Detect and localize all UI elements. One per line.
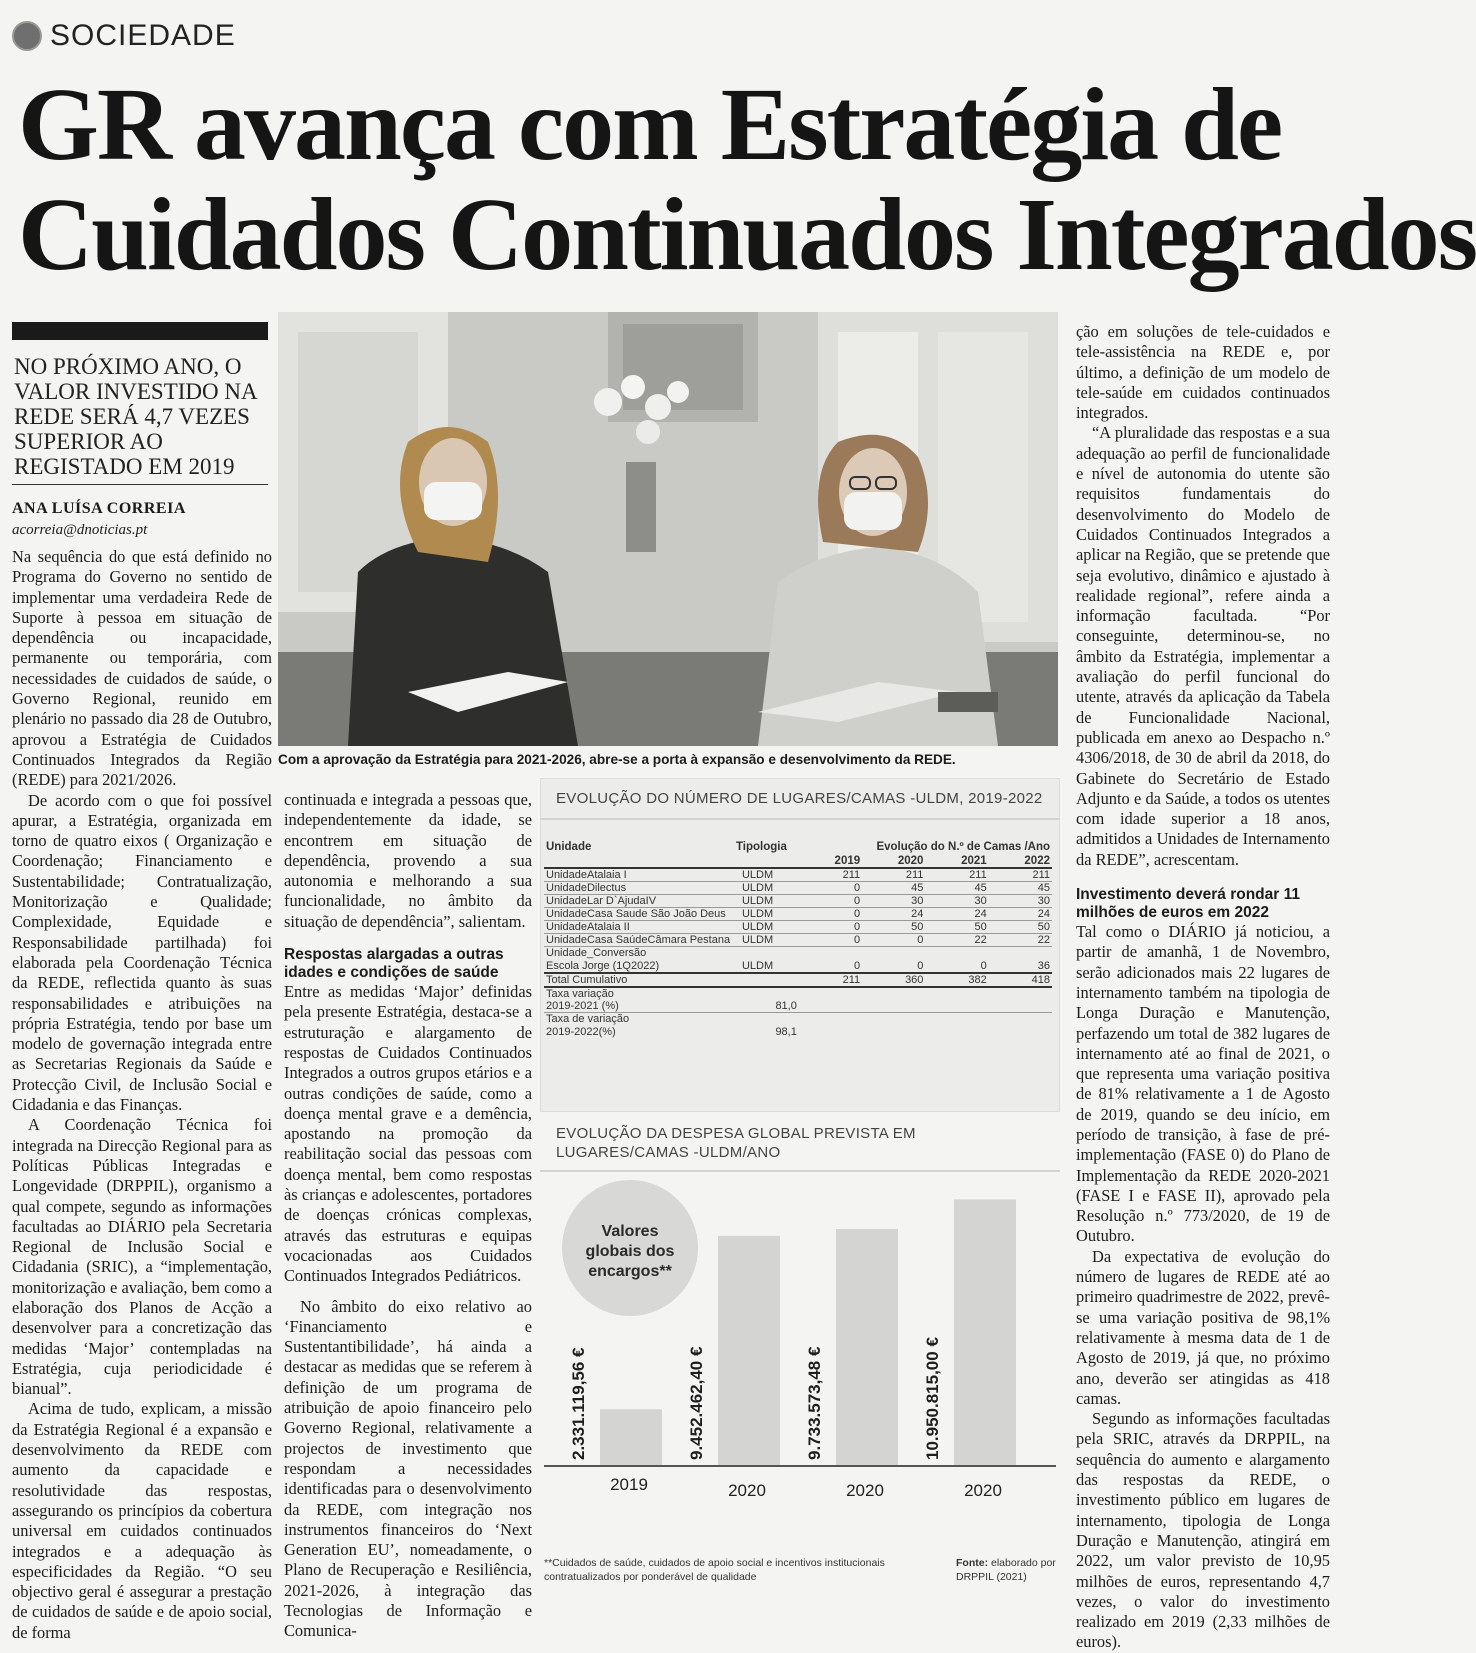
section-label: SOCIEDADE <box>50 19 236 52</box>
table-row: UnidadeAtalaia I ULDM 211 211 211 211 <box>546 869 1050 881</box>
paragraph: Segundo as informações facultadas pela SRIC, através da DRPPIL, na sequência do aumento e alargamento das respostas da REDE, o investimento público em lugares de internamento, tipologia de Longa Duração e Manutenção, atingirá em 2022, um valor previsto de 10,95 milhões de euros, representando 4,7 vezes, o valor do investimento realizado em 2019 (2,33 milhões de euros). <box>1076 1409 1330 1652</box>
section-bullet-icon <box>12 21 42 51</box>
chart-bar <box>600 1409 662 1466</box>
column-header-unit: Unidade <box>546 841 592 853</box>
paragraph: A Coordenação Técnica foi integrada na Direcção Regional para as Políticas Públicas Integradas e Longevidade (DRPPIL), organismo a qual compete, segundo as informações facultadas ao DIÁRIO pela Secretaria Regional de Inclusão Social e Cidadania (SRIC), a “implementação, monitorização e avaliação, bem como a elaboração dos Planos de Acção a desenvolver para a concretização das medidas ‘Major’ contempladas na Estratégia, cuja periodicidade é bianual”. <box>12 1115 272 1399</box>
chart-source <box>956 1556 1066 1584</box>
chart-footnote: **Cuidados de saúde, cuidados de apoio social e incentivos institucionais contratualizados por ponderável de qualidade <box>544 1557 885 1583</box>
table-row: UnidadeDilectus ULDM 0 45 45 45 <box>546 882 1050 894</box>
table-variation-row: Taxa variação <box>546 987 614 1000</box>
chart-source-label: Fonte: <box>956 1557 989 1569</box>
headline-line-2: Cuidados Continuados Integrados <box>18 177 1476 292</box>
table-variation-row: Taxa de variação <box>546 1013 630 1026</box>
article-column-left <box>12 547 272 1643</box>
table-row: UnidadeAtalaia II ULDM 0 50 50 50 <box>546 921 1050 933</box>
photo-illustration <box>278 312 1058 746</box>
kicker-bar <box>12 322 268 340</box>
chart-category-label: 2020 <box>846 1481 884 1500</box>
author-name: ANA LUÍSA CORREIA <box>12 500 186 517</box>
chart-bar <box>718 1236 780 1466</box>
year-header: 2020 <box>897 854 924 867</box>
chart-value-label: 10.950.815,00 € <box>923 1337 942 1460</box>
section-tag <box>12 14 236 58</box>
paragraph: “A pluralidade das respostas e a sua adequação ao perfil de funcionalidade e nível de autonomia do utente são requisitos fundamentais do desenvolvimento do Modelo de Cuidados Continuados Integrados a aplicar na Região, que se pretende que seja evolutivo, dinâmico e ajustado à realidade regional”, refere ainda a informação facultada. “Por conseguinte, determinou-se, no âmbito da Estratégia, implementar a avaliação do perfil funcional do utente, através da aplicação da Tabela de Funcionalidade Nacional, publicada em anexo ao Despacho n.º 4306/2018, de 30 de abril da 2018, do Gabinete do Secretário de Estado Adjunto e da Saúde, a todos os utentes com idade superior a 18 anos, admitidos a Unidades de Internamento da REDE”, acrescentam. <box>1076 423 1330 869</box>
table-row: UnidadeCasa SaúdeCâmara Pestana ULDM 0 0 22 22 <box>546 934 1050 946</box>
photo-caption: Com a aprovação da Estratégia para 2021-2026, abre-se a porta à expansão e desenvolvimento da REDE. <box>278 752 956 767</box>
beds-table-title-rule <box>540 818 1060 820</box>
chart-badge-text: encargos** <box>588 1263 672 1280</box>
chart-category-label: 2020 <box>728 1481 766 1500</box>
year-header: 2019 <box>834 854 861 867</box>
table-row: UnidadeCasa Saude São João Deus ULDM 0 24 24 24 <box>546 908 1050 920</box>
paragraph: Tal como o DIÁRIO já noticiou, a partir de amanhã, 1 de Novembro, serão adicionados mais 22 lugares de internamento também na tipologia de Longa Duração e Manutenção, perfazendo um total de 382 lugares de internamento até ao final de 2021, o que representa uma variação positiva de 81% relativamente a 1 de Agosto de 2019, quando se deu início, em período de transição, à fase de pré-implementação (FASE 0) do Plano de Implementação da REDE 2020-2021 (FASE I e FASE II), aprovado pela Resolução n.º 773/2020, de 19 de Outubro. <box>1076 922 1330 1246</box>
headline-line-1: GR avança com Estratégia de <box>18 67 1282 182</box>
beds-table-title: EVOLUÇÃO DO NÚMERO DE LUGARES/CAMAS -ULDM, 2019-2022 <box>556 790 1043 807</box>
kicker-divider <box>12 484 268 485</box>
chart-title-rule <box>540 1170 1060 1172</box>
chart-badge-text: Valores <box>601 1223 659 1240</box>
chart-value-label: 2.331.119,56 € <box>569 1347 588 1460</box>
paragraph: De acordo com o que foi possível apurar, a Estratégia, organizada em torno de quatro eixos ( Organização e Coordenação; Financiamento e Sustentabilidade; Contratualização, Monitorização e Qualidade; Complexidade, Equidade e Responsabilidade partilhada) foi elaborada pela Coordenação Técnica da REDE, reflectida quanto às suas responsabilidades e atribuições na própria Estratégia, tendo por base um modelo de governação integrada entre as Secretarias Regionais da Saúde e Protecção Civil, de Inclusão Social e Cidadania e das Finanças. <box>12 790 272 1115</box>
subheading: Investimento deverá rondar 11 milhões de euros em 2022 <box>1076 886 1300 922</box>
chart-source-text: elaborado por DRPPIL (2021) <box>956 1557 1056 1583</box>
paragraph: Acima de tudo, explicam, a missão da Estratégia Regional é a expansão e desenvolvimento da REDE com aumento da capacidade e resolutividade das respostas, assegurando os princípios da cobertura universal em cuidados continuados integrados e a adequação às especificidades da Região. “O seu objectivo geral é assegurar a prestação de cuidados de saúde e de apoio social, de forma <box>12 1399 272 1642</box>
table-row: Escola Jorge (1Q2022) ULDM 0 0 0 36 <box>546 959 1050 972</box>
author-email[interactable]: acorreia@dnoticias.pt <box>12 522 148 538</box>
chart-title: EVOLUÇÃO DA DESPESA GLOBAL PREVISTA EM LUGARES/CAMAS -ULDM/ANO <box>556 1125 916 1161</box>
article-column-right <box>1076 322 1330 1653</box>
kicker: NO PRÓXIMO ANO, O VALOR INVESTIDO NA REDE SERÁ 4,7 VEZES SUPERIOR AO REGISTADO EM 2019 <box>14 354 257 479</box>
article-photo <box>278 312 1058 746</box>
column-header-type: Tipologia <box>735 841 787 853</box>
chart-category-label: 2020 <box>964 1481 1002 1500</box>
table-years-row <box>544 854 1052 868</box>
paragraph: continuada e integrada a pessoas que, independentemente da idade, se encontrem em situação de dependência, provendo a sua autonomia e melhorando a sua funcionalidade, no âmbito da situação de dependência”, salientam. <box>284 790 532 931</box>
column-header-evolution: Evolução do N.º de Camas /Ano <box>876 841 1050 853</box>
table-header-row <box>544 840 1052 854</box>
chart-bar <box>836 1229 898 1466</box>
chart-category-label: 2019 <box>610 1475 648 1494</box>
table-total-row: Total Cumulativo 211 360 382 418 <box>546 973 1050 986</box>
paragraph: ção em soluções de tele-cuidados e tele-assistência na REDE e, por último, a definição de um modelo de tele-saúde em cuidados continuados integrados. <box>1076 322 1330 423</box>
expense-bar-chart <box>540 1176 1060 1554</box>
table-row: UnidadeLar D`AjudaIV ULDM 0 30 30 30 <box>546 895 1050 907</box>
beds-table <box>544 840 1052 1039</box>
chart-value-label: 9.733.573,48 € <box>805 1346 824 1460</box>
chart-badge-text: globais dos <box>585 1243 675 1260</box>
paragraph: Entre as medidas ‘Major’ definidas pela presente Estratégia, destaca-se a estruturação e alargamento de respostas de Cuidados Continuados Integrados a outros grupos etários e a outras condições de saúde, como a doença mental grave e a demência, apostando na promoção da reabilitação social das pessoas com doença mental, bem como respostas às crianças e adolescentes, portadores de doenças crónicas complexas, através das estruturas e equipas vocacionadas aos Cuidados Continuados Integrados Pediátricos. <box>284 982 532 1286</box>
paragraph: Na sequência do que está definido no Programa do Governo no sentido de implementar uma verdadeira Rede de Suporte à pessoa em situação de dependência ou incapacidade, permanente ou temporária, com necessidades de cuidados de saúde, o Governo Regional, reunido em plenário no passado dia 28 de Outubro, aprovou a Estratégia de Cuidados Continuados Integrados da Região (REDE) para 2021/2026. <box>12 547 272 790</box>
headline <box>18 67 1476 292</box>
chart-bar <box>954 1199 1016 1466</box>
year-header: 2021 <box>961 854 987 867</box>
paragraph: Da expectativa de evolução do número de lugares de REDE até ao primeiro quadrimestre de 2022, prevê-se uma variação positiva de 98,1% relativamente à mesma data de 1 de Agosto de 2019, já que, no próximo ano, deverão ser atingidas as 418 camas. <box>1076 1246 1330 1408</box>
year-header: 2022 <box>1024 854 1050 867</box>
table-variation-row: 2019-2021 (%) 81,0 <box>544 1000 1052 1013</box>
article-column-middle <box>284 790 532 1642</box>
table-row: Unidade_Conversão <box>546 947 647 960</box>
subheading: Respostas alargadas a outras idades e condições de saúde <box>284 946 504 982</box>
table-variation-row: 2019-2022(%) 98,1 <box>546 1026 797 1038</box>
paragraph: No âmbito do eixo relativo ao ‘Financiamento e Sustentantibilidade’, há ainda a destacar as medidas que se referem à definição de um programa de atribuição de apoio financeiro pelo Governo Regional, relativamente a projectos de investimento que respondam a necessidades identificadas para o desenvolvimento da REDE, com integração nos instrumentos financeiros do ‘Next Generation EU’, nomeadamente, o Plano de Recuperação e Resiliência, 2021-2026, à integração das Tecnologias de Informação e Comunica- <box>284 1296 532 1641</box>
chart-value-label: 9.452.462,40 € <box>687 1346 706 1460</box>
